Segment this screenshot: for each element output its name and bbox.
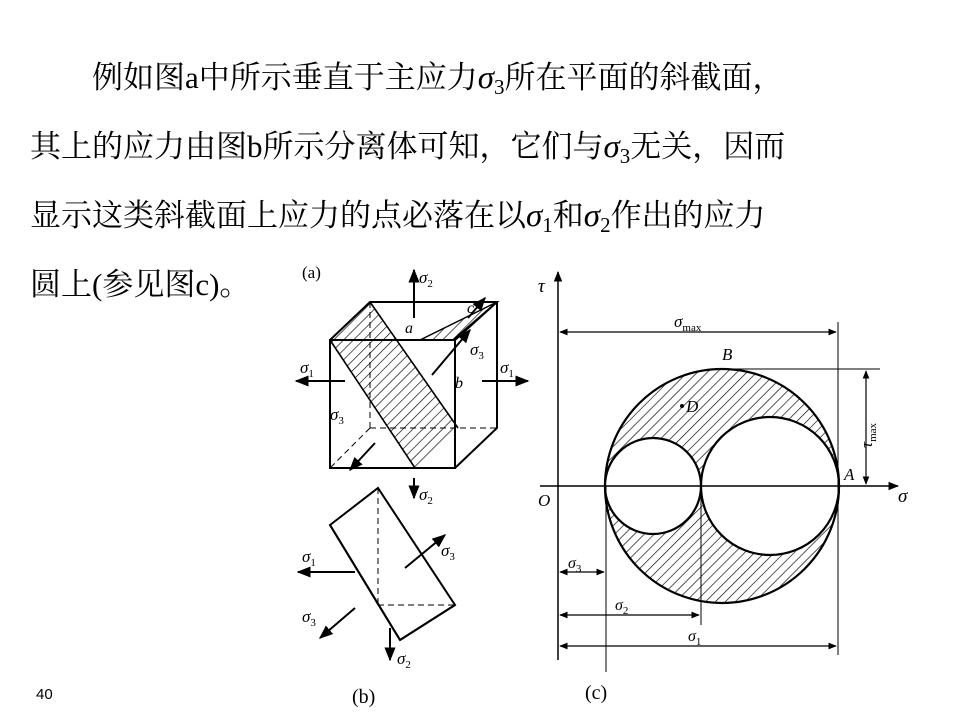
text-run: 例如图 xyxy=(92,60,185,96)
sigma-max-label: $\sigma_{max}$ xyxy=(674,312,702,334)
text-run: 参见图 xyxy=(102,267,196,303)
sigma2-dimension-label: $\sigma_2$ xyxy=(615,597,629,617)
origin-label: O xyxy=(538,491,551,510)
figure-a xyxy=(296,263,528,507)
text-run: 所在平面的斜截面， xyxy=(504,60,784,96)
text-run: c) xyxy=(195,267,220,302)
hatched-section xyxy=(330,302,458,468)
sigma2-label: $\sigma_2$ xyxy=(397,649,411,671)
sigma-axis-label: σ xyxy=(898,486,908,507)
tau-max-label: $\tau_{max}$ xyxy=(857,422,879,448)
text-run: 所示分离体可知，它们与 xyxy=(262,129,604,165)
sigma-symbol: σ xyxy=(583,198,601,234)
tau-axis-label: τ xyxy=(538,276,545,297)
text-run: 中所示垂直于主应力 xyxy=(198,60,478,96)
subscript: 1 xyxy=(542,213,553,237)
sigma2-label: $\sigma_2$ xyxy=(419,485,433,507)
sigma1-label: $\sigma_1$ xyxy=(500,358,514,380)
caption-b: (b) xyxy=(352,686,376,708)
sigma3-label: $\sigma_3$ xyxy=(470,340,484,362)
text-run: b xyxy=(247,129,263,164)
point-B-label: B xyxy=(722,345,733,364)
text-run: 。 xyxy=(219,267,251,303)
figure-c xyxy=(538,272,908,672)
point-A-label: A xyxy=(844,465,855,484)
text-run: 作出的应力 xyxy=(610,198,766,234)
point-b-label: b xyxy=(455,375,463,392)
text-run: 其上的应力由图 xyxy=(30,129,247,165)
sigma1-label: $\sigma_1$ xyxy=(300,358,314,380)
text-run: 无关，因而 xyxy=(630,129,786,165)
page-number: 40 xyxy=(36,686,53,703)
text-run: 显示这类斜截面上应力的点必落在以 xyxy=(30,198,526,234)
figure-a-label: (a) xyxy=(302,263,321,282)
sigma-symbol: σ xyxy=(603,129,620,165)
caption-c: (c) xyxy=(585,682,608,704)
sigma-symbol: σ xyxy=(526,198,543,234)
text-run: 圆上 xyxy=(30,267,92,303)
point-a-label: a xyxy=(405,320,413,337)
text-run: 和 xyxy=(552,198,584,234)
point-D-label: D xyxy=(686,397,699,416)
sigma3-label: $\sigma_3$ xyxy=(330,405,344,427)
point-D-marker xyxy=(680,404,684,408)
sigma3-label: $\sigma_3$ xyxy=(302,607,316,629)
sigma3-dimension-label: $\sigma_3$ xyxy=(568,555,582,575)
sigma-symbol: σ xyxy=(477,60,495,96)
sigma1-dimension-label: $\sigma_1$ xyxy=(688,628,702,648)
text-run: ( xyxy=(92,267,103,302)
subscript: 3 xyxy=(619,144,631,168)
sigma2-label: $\sigma_2$ xyxy=(419,268,433,290)
subscript: 3 xyxy=(494,75,505,99)
figure-b xyxy=(298,488,455,671)
subscript: 2 xyxy=(600,213,611,237)
sigma1-label: $\sigma_1$ xyxy=(302,547,316,569)
point-c-label: c xyxy=(467,300,475,317)
text-run: a xyxy=(185,60,199,95)
sigma3-label: $\sigma_3$ xyxy=(441,541,455,563)
